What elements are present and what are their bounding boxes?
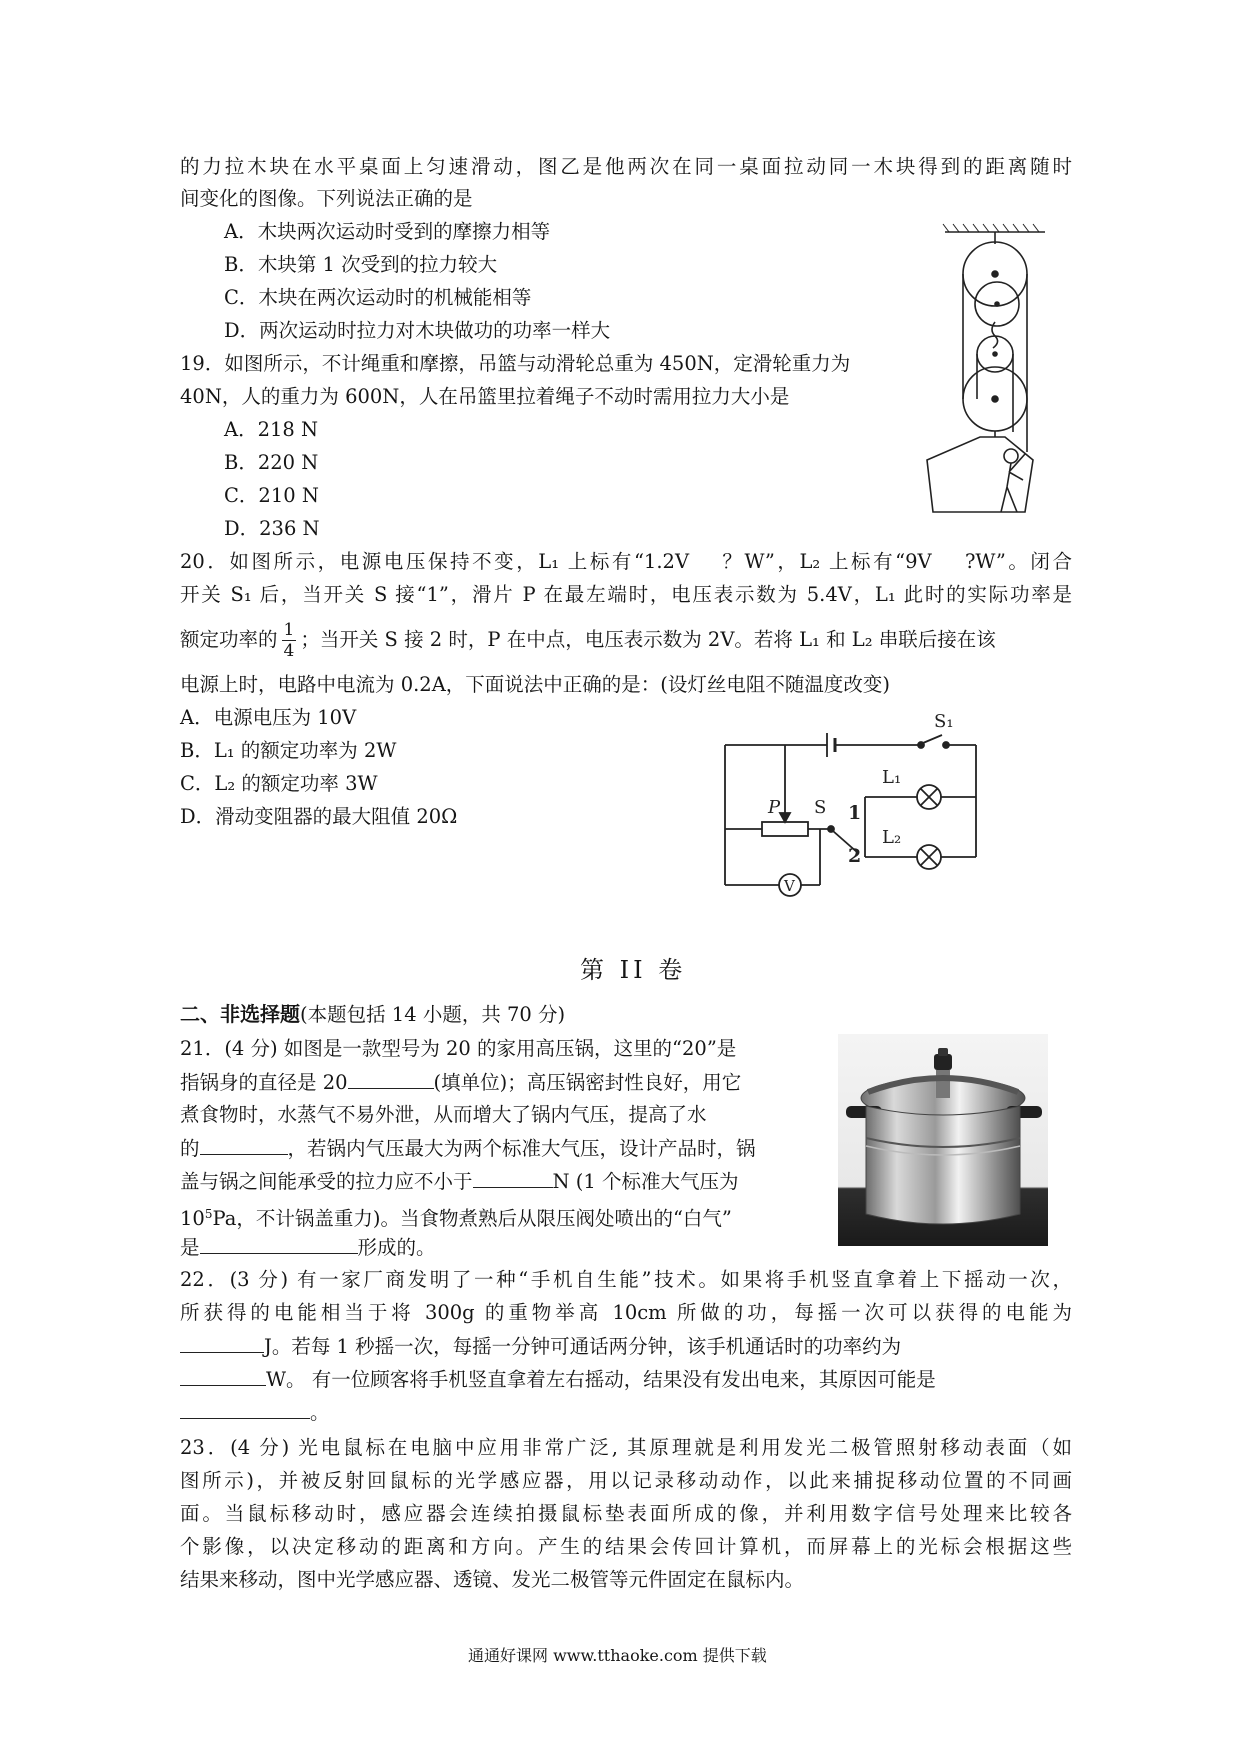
q21-line5-post: N (1 个标准大气压为 [552, 1170, 739, 1193]
q19-option-b: B．220 N [224, 451, 319, 474]
q23-text-line-2: 图所示)，并被反射回鼠标的光学感应器，用以记录移动动作，以此来捕捉移动位置的不同画 [180, 1469, 1072, 1492]
part-two-title: 第 II 卷 [580, 956, 687, 984]
q23-text-line-1: 23．(4 分) 光电鼠标在电脑中应用非常广泛, 其原理就是利用发光二极管照射移动表面（如 [180, 1436, 1072, 1459]
fraction-denominator: 4 [283, 641, 295, 661]
q20-option-a: A．电源电压为 10V [180, 706, 357, 729]
q20-option-c: C．L₂ 的额定功率 3W [180, 772, 378, 795]
q19-option-d: D．236 N [224, 517, 320, 540]
pressure-cooker-photo [838, 1034, 1048, 1246]
q20-line3-post: ；当开关 S 接 2 时，P 在中点，电压表示数为 2V。若将 L₁ 和 L₂ 串联后接在该 [300, 628, 996, 651]
label-p: P [768, 797, 781, 818]
q21-blank-white-gas[interactable] [200, 1235, 358, 1254]
q21-line2-post: (填单位)；高压锅密封性良好，用它 [433, 1071, 742, 1094]
q20-option-d: D．滑动变阻器的最大阻值 20Ω [180, 805, 458, 828]
q18-option-d: D．两次运动时拉力对木块做功的功率一样大 [224, 319, 611, 342]
q20-text-line-1: 20．如图所示，电源电压保持不变，L₁ 上标有“1.2V ？W”，L₂ 上标有“9V ?W”。闭合 [180, 550, 1072, 573]
q22-text-line-2: 所获得的电能相当于将 300g 的重物举高 10cm 所做的功，每摇一次可以获得的电能为 [180, 1301, 1072, 1324]
label-terminal-2: 2 [848, 845, 862, 867]
q20-text-line-4: 电源上时，电路中电流为 0.2A，下面说法中正确的是：(设灯丝电阻不随温度改变) [180, 673, 891, 696]
q21-blank-force[interactable] [473, 1169, 553, 1188]
q23-text-line-3: 面。当鼠标移动时，感应器会连续拍摄鼠标垫表面所成的像，并利用数字信号处理来比较各 [180, 1502, 1072, 1525]
fraction-one-quarter [282, 620, 297, 661]
q22-line5-post: 。 [310, 1401, 330, 1424]
q22-line3-post: J。若每 1 秒摇一次，每摇一分钟可通话两分钟，该手机通话时的功率约为 [264, 1335, 902, 1358]
q21-line6-exponent: 5 [204, 1207, 213, 1221]
footer-source: 通通好课网 www.tthaoke.com 提供下载 [468, 1646, 767, 1665]
q20-text-line-3 [180, 620, 996, 661]
q19-option-c: C．210 N [224, 484, 319, 507]
label-l2: L₂ [882, 827, 902, 848]
q18-option-a: A．木块两次运动时受到的摩擦力相等 [224, 220, 551, 243]
q22-blank-power[interactable] [180, 1367, 266, 1386]
label-l1: L₁ [882, 767, 902, 788]
q19-text-line-1: 19．如图所示，不计绳重和摩擦，吊篮与动滑轮总重为 450N，定滑轮重力为 [180, 352, 851, 375]
q23-text-line-5: 结果来移动，图中光学感应器、透镜、发光二极管等元件固定在鼠标内。 [180, 1568, 805, 1591]
q21-text-line-7 [180, 1235, 436, 1260]
q23-text-line-4: 个影像，以决定移动的距离和方向。产生的结果会传回计算机，而屏幕上的光标会根据这些 [180, 1535, 1072, 1558]
q22-text-line-4 [180, 1367, 936, 1392]
q21-text-line-5 [180, 1169, 739, 1194]
q21-blank-boiling[interactable] [200, 1136, 288, 1155]
label-s1: S₁ [934, 711, 954, 732]
q18-text-line-2: 间变化的图像。下列说法正确的是 [180, 187, 473, 210]
q21-text-line-1: 21．(4 分) 如图是一款型号为 20 的家用高压锅，这里的“20”是 [180, 1037, 737, 1060]
q21-line2-pre: 指锅身的直径是 20 [180, 1071, 348, 1094]
q21-line4-pre: 的 [180, 1137, 200, 1160]
q22-line4-post: W。 有一位顾客将手机竖直拿着左右摇动，结果没有发出电来，其原因可能是 [266, 1368, 936, 1391]
q20-text-line-2: 开关 S₁ 后，当开关 S 接“1”，滑片 P 在最左端时，电压表示数为 5.4V，L₁ 此时的实际功率是 [180, 583, 1072, 606]
q22-blank-energy[interactable] [180, 1334, 264, 1353]
q22-text-line-1: 22．(3 分) 有一家厂商发明了一种“手机自生能”技术。如果将手机竖直拿着上下摇动一次， [180, 1268, 1072, 1291]
pulley-basket-diagram [925, 222, 1065, 527]
section-heading [180, 1002, 565, 1027]
circuit-diagram [710, 695, 995, 900]
section-title: 二、非选择题 [180, 1002, 300, 1026]
q19-text-line-2: 40N，人的重力为 600N，人在吊篮里拉着绳子不动时需用拉力大小是 [180, 385, 790, 408]
q21-text-line-4 [180, 1136, 756, 1161]
q22-text-line-5 [180, 1400, 330, 1425]
q18-text-line-1: 的力拉木块在水平桌面上匀速滑动，图乙是他两次在同一桌面拉动同一木块得到的距离随时 [180, 155, 1072, 178]
label-terminal-1: 1 [848, 802, 862, 824]
q18-option-b: B．木块第 1 次受到的拉力较大 [224, 253, 498, 276]
q21-line6-base: 10 [180, 1207, 205, 1230]
q19-option-a: A．218 N [224, 418, 319, 441]
q22-blank-reason[interactable] [180, 1400, 310, 1419]
q21-text-line-3: 煮食物时，水蒸气不易外泄，从而增大了锅内气压，提高了水 [180, 1103, 707, 1126]
fraction-numerator: 1 [283, 620, 295, 640]
q20-line3-pre: 额定功率的 [180, 628, 278, 651]
q21-blank-unit[interactable] [348, 1070, 434, 1089]
label-s: S [814, 797, 827, 818]
section-note: (本题包括 14 小题，共 70 分) [300, 1003, 566, 1026]
q21-line7-pre: 是 [180, 1236, 200, 1259]
q21-line6-post: Pa，不计锅盖重力)。当食物煮熟后从限压阀处喷出的“白气” [212, 1207, 732, 1230]
q20-option-b: B．L₁ 的额定功率为 2W [180, 739, 397, 762]
q21-line5-pre: 盖与锅之间能承受的拉力应不小于 [180, 1170, 473, 1193]
q22-text-line-3 [180, 1334, 901, 1359]
q21-text-line-2 [180, 1070, 741, 1095]
label-voltmeter: V [784, 877, 795, 895]
q21-line4-post: ，若锅内气压最大为两个标准大气压，设计产品时，锅 [287, 1137, 756, 1160]
q21-text-line-6 [180, 1202, 732, 1231]
q18-option-c: C．木块在两次运动时的机械能相等 [224, 286, 532, 309]
q21-line7-post: 形成的。 [357, 1236, 436, 1259]
